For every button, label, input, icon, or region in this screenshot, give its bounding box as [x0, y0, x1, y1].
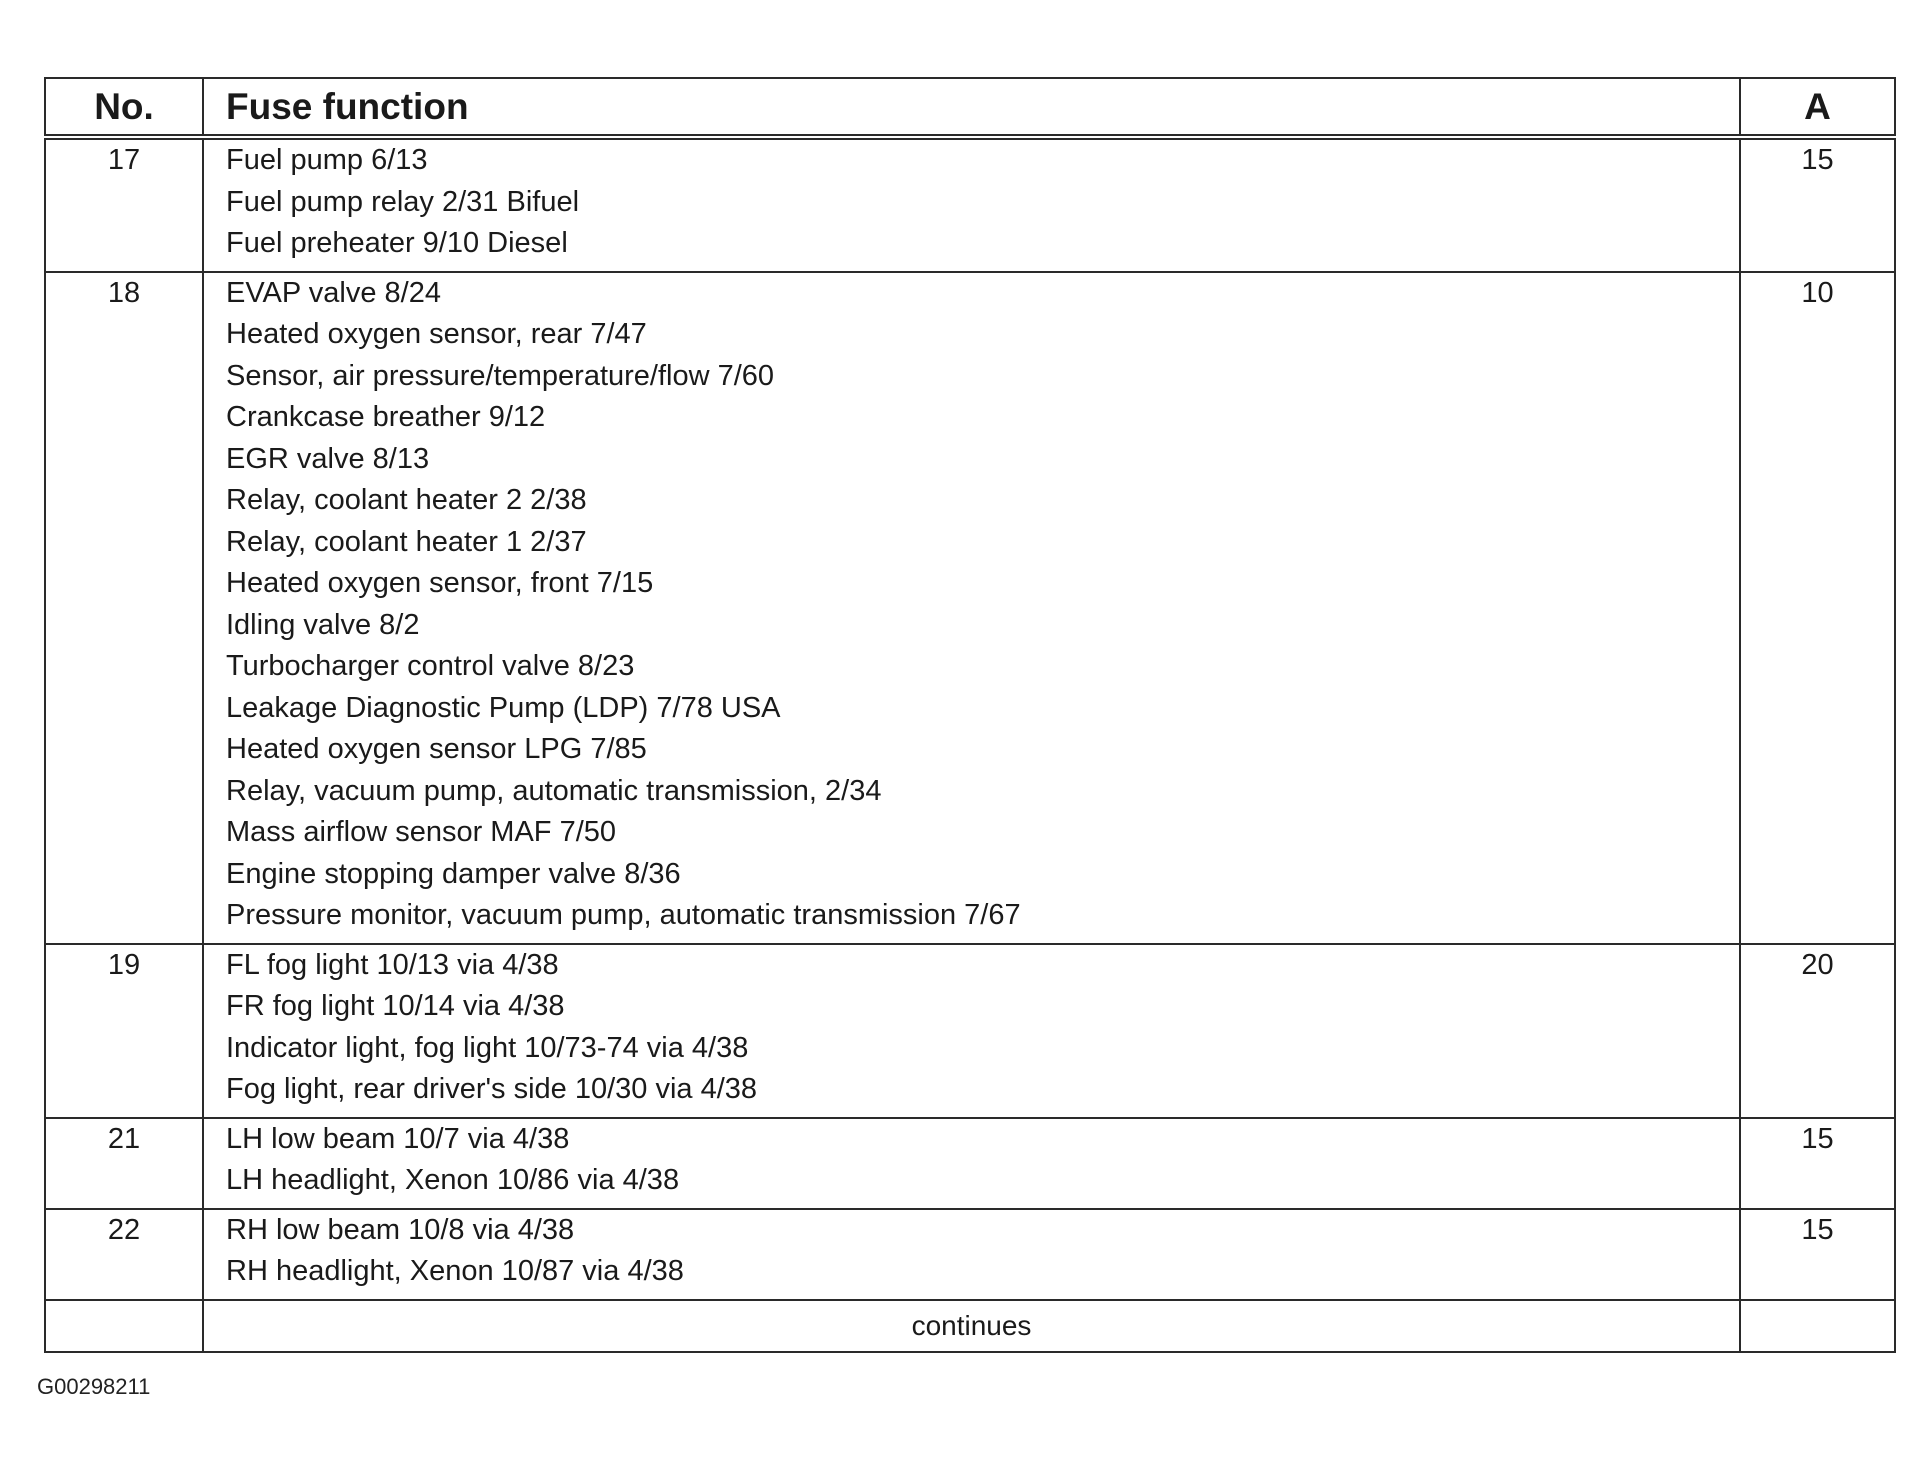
fuse-amperage: 20 — [1740, 944, 1895, 1118]
fuse-function-item: Pressure monitor, vacuum pump, automatic transmission 7/67 — [226, 899, 1021, 931]
fuse-function-item: Heated oxygen sensor, front 7/15 — [226, 567, 654, 599]
fuse-function-item: FL fog light 10/13 via 4/38 — [226, 948, 559, 981]
fuse-function-item: Fog light, rear driver's side 10/30 via 4/38 — [226, 1073, 758, 1105]
figure-code: G00298211 — [37, 1374, 151, 1399]
footer-empty-no — [45, 1300, 203, 1352]
fuse-functions — [203, 1118, 1740, 1209]
fuse-number: 17 — [45, 137, 203, 272]
header-fuse-function: Fuse function — [203, 78, 1740, 137]
fuse-function-item: Fuel preheater 9/10 Diesel — [226, 227, 568, 259]
fuse-function-item: Sensor, air pressure/temperature/flow 7/60 — [226, 359, 775, 392]
fuse-function-item: FR fog light 10/14 via 4/38 — [226, 990, 565, 1022]
continues-label: continues — [203, 1300, 1740, 1352]
fuse-function-item: Relay, vacuum pump, automatic transmission, 2/34 — [226, 774, 882, 807]
fuse-amperage: 15 — [1740, 1209, 1895, 1300]
fuse-number: 19 — [45, 944, 203, 1118]
fuse-functions — [203, 137, 1740, 272]
fuse-function-item: LH low beam 10/7 via 4/38 — [226, 1122, 570, 1155]
fuse-function-item: Fuel pump 6/13 — [226, 144, 428, 176]
fuse-function-item: Heated oxygen sensor, rear 7/47 — [226, 318, 647, 350]
table-row — [45, 944, 1895, 1118]
table-row — [45, 1118, 1895, 1209]
fuse-functions — [203, 944, 1740, 1118]
fuse-function-item: Indicator light, fog light 10/73-74 via 4/38 — [226, 1031, 749, 1064]
fuse-amperage: 15 — [1740, 1118, 1895, 1209]
fuse-function-item: Crankcase breather 9/12 — [226, 401, 546, 433]
fuse-table — [44, 77, 1896, 1353]
fuse-number: 21 — [45, 1118, 203, 1209]
fuse-function-item: Engine stopping damper valve 8/36 — [226, 857, 681, 890]
footer-row — [45, 1300, 1895, 1352]
header-no: No. — [45, 78, 203, 137]
fuse-functions — [203, 272, 1740, 944]
fuse-function-item: Mass airflow sensor MAF 7/50 — [226, 816, 617, 848]
fuse-rows — [45, 137, 1895, 1300]
fuse-function-item: Turbocharger control valve 8/23 — [226, 650, 635, 682]
fuse-amperage: 15 — [1740, 137, 1895, 272]
header-row — [45, 78, 1895, 137]
fuse-function-item: Leakage Diagnostic Pump (LDP) 7/78 USA — [226, 691, 781, 724]
fuse-function-item: Relay, coolant heater 1 2/37 — [226, 525, 587, 558]
fuse-function-item: RH low beam 10/8 via 4/38 — [226, 1213, 575, 1246]
fuse-function-item: EVAP valve 8/24 — [226, 276, 441, 309]
fuse-amperage: 10 — [1740, 272, 1895, 944]
fuse-number: 22 — [45, 1209, 203, 1300]
fuse-function-item: EGR valve 8/13 — [226, 442, 430, 475]
fuse-number: 18 — [45, 272, 203, 944]
table-row — [45, 1209, 1895, 1300]
fuse-function-item: Fuel pump relay 2/31 Bifuel — [226, 185, 580, 218]
footer-empty-amps — [1740, 1300, 1895, 1352]
fuse-functions — [203, 1209, 1740, 1300]
header-amps: A — [1740, 78, 1895, 137]
table-row — [45, 137, 1895, 272]
fuse-function-item: Relay, coolant heater 2 2/38 — [226, 484, 587, 516]
fuse-function-item: Heated oxygen sensor LPG 7/85 — [226, 733, 647, 765]
fuse-function-item: Idling valve 8/2 — [226, 608, 420, 641]
fuse-function-item: RH headlight, Xenon 10/87 via 4/38 — [226, 1255, 684, 1287]
fuse-function-item: LH headlight, Xenon 10/86 via 4/38 — [226, 1164, 680, 1196]
table-row — [45, 272, 1895, 944]
